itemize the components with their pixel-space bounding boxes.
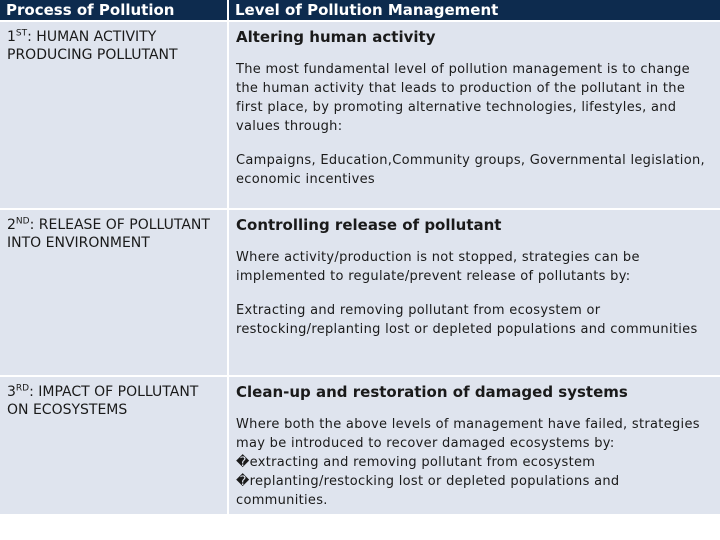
level-methods: Extracting and removing pollutant from ecosystem or restocking/replanting lost or depleted populations and communities (236, 303, 698, 337)
stage-label: 2ND: RELEASE OF POLLUTANT INTO ENVIRONMENT (7, 216, 210, 251)
level-cell (228, 21, 720, 209)
level-description: Where both the above levels of management have failed, strategies may be introduced to recover damaged ecosystems by: (236, 417, 700, 451)
stage-label: 1ST: HUMAN ACTIVITY PRODUCING POLLUTANT (7, 28, 178, 63)
level-methods: Campaigns, Education,Community groups, Governmental legislation, economic incentives (236, 153, 705, 187)
list-item: �replanting/restocking lost or depleted populations and communities. (236, 474, 620, 508)
table-row (0, 209, 720, 376)
level-description: Where activity/production is not stopped, strategies can be implemented to regulate/prevent release of pollutants by: (236, 250, 640, 284)
table-row (0, 376, 720, 514)
header-level: Level of Pollution Management (228, 0, 720, 21)
header-row (0, 0, 720, 21)
level-title: Controlling release of pollutant (236, 216, 502, 234)
stage-label: 3RD: IMPACT OF POLLUTANT ON ECOSYSTEMS (7, 383, 199, 418)
level-title: Altering human activity (236, 28, 436, 46)
level-description: The most fundamental level of pollution management is to change the human activity that leads to production of the pollutant in the first place, by promoting alternative technologies, lifestyles, and values through: (236, 62, 690, 134)
level-cell (228, 209, 720, 376)
level-title: Clean-up and restoration of damaged systems (236, 383, 628, 401)
stage-cell (0, 209, 228, 376)
stage-cell (0, 21, 228, 209)
level-cell (228, 376, 720, 514)
stage-cell (0, 376, 228, 514)
table-row (0, 21, 720, 209)
header-process: Process of Pollution (0, 0, 228, 21)
list-item: �extracting and removing pollutant from ecosystem (236, 455, 596, 470)
